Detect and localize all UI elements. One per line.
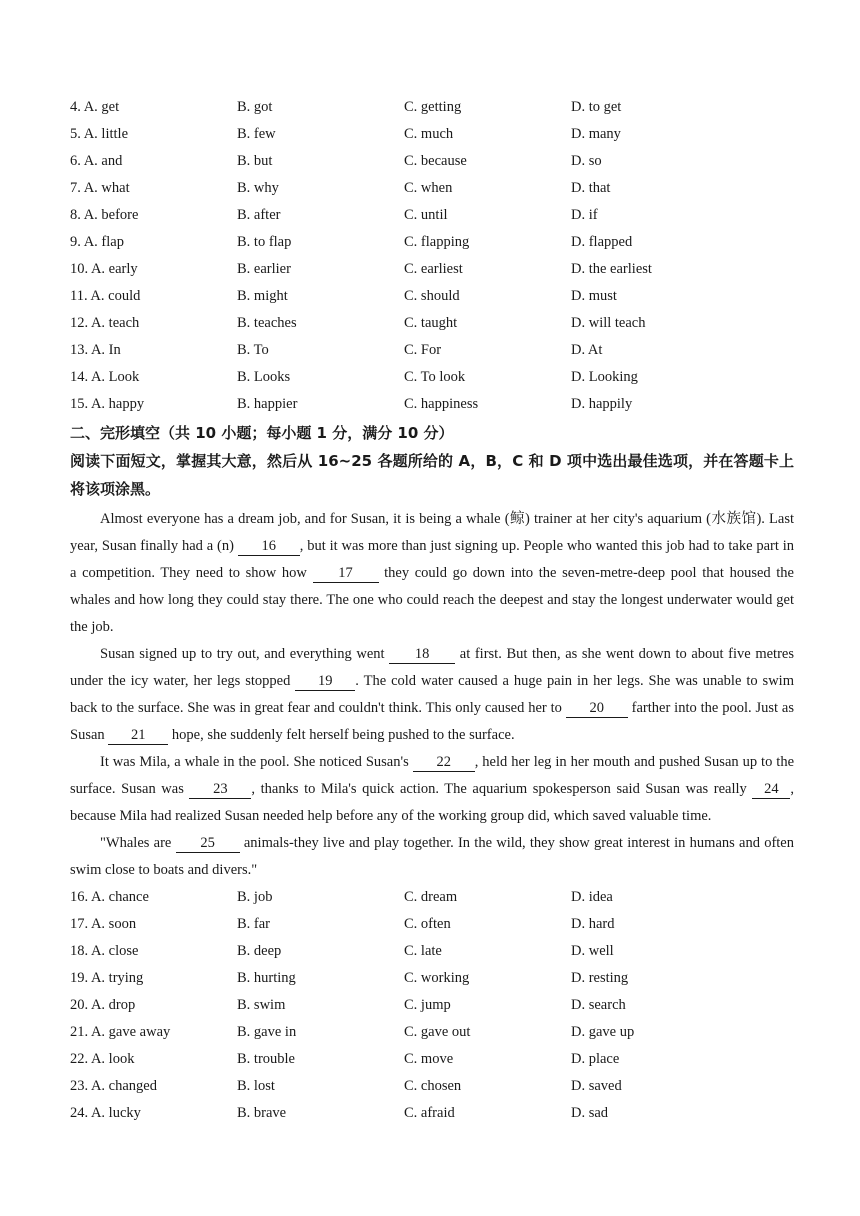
option-b: B. Looks	[237, 369, 291, 385]
passage-paragraph-2: Susan signed up to try out, and everything went 18 at first. But then, as she went down to about five metres under the icy water, her legs stopped 19 . The cold water caused a huge pain in her legs. She was unable to swim back to the surface. She was in great fear and couldn't think. This only caused her to 20 farther into the pool. Just as Susan 21 hope, she suddenly felt herself being pushed to the surface.	[70, 646, 794, 743]
option-d: D. resting	[571, 970, 629, 986]
options-bottom	[70, 884, 794, 1127]
option-c: C. happiness	[404, 396, 479, 412]
option-b: B. far	[237, 916, 271, 932]
option-a: 21. A. gave away	[70, 1024, 171, 1040]
option-c: C. often	[404, 916, 451, 932]
option-b: B. after	[237, 207, 281, 223]
option-a: 4. A. get	[70, 99, 120, 115]
option-row-8	[70, 202, 794, 229]
option-d: D. so	[571, 153, 602, 169]
option-row-4	[70, 94, 794, 121]
blank-18: 18	[389, 645, 455, 664]
option-d: D. well	[571, 943, 614, 959]
option-b: B. hurting	[237, 970, 296, 986]
option-a: 5. A. little	[70, 126, 128, 142]
blank-16: 16	[238, 537, 300, 556]
option-b: B. brave	[237, 1105, 287, 1121]
option-a: 15. A. happy	[70, 396, 145, 412]
blank-21: 21	[108, 726, 168, 745]
option-b: B. gave in	[237, 1024, 297, 1040]
blank-20: 20	[566, 699, 628, 718]
option-b: B. might	[237, 288, 288, 304]
blank-24: 24	[752, 780, 790, 799]
option-b: B. deep	[237, 943, 282, 959]
option-c: C. earliest	[404, 261, 463, 277]
passage-paragraph-1: Almost everyone has a dream job, and for Susan, it is being a whale (鲸) trainer at her city's aquarium (水族馆). Last year, Susan finally had a (n) 16 , but it was more than just signing up. People who wanted this job had to take part in a competition. They need to show how 17 they could go down into the seven-metre-deep pool that housed the whales and how long they could stay there. The one who could reach the deepest and stay the longest underwater would get the job.	[70, 511, 794, 635]
option-c: C. working	[404, 970, 470, 986]
option-d: D. must	[571, 288, 617, 304]
option-d: D. hard	[571, 916, 615, 932]
option-a: 8. A. before	[70, 207, 139, 223]
option-a: 12. A. teach	[70, 315, 140, 331]
option-d: D. the earliest	[571, 261, 652, 277]
option-c: C. taught	[404, 315, 458, 331]
option-d: D. that	[571, 180, 611, 196]
option-b: B. job	[237, 889, 273, 905]
option-d: D. sad	[571, 1105, 609, 1121]
option-row-17	[70, 911, 794, 938]
option-d: D. search	[571, 997, 626, 1013]
option-row-10	[70, 256, 794, 283]
option-a: 13. A. In	[70, 342, 121, 358]
option-row-6	[70, 148, 794, 175]
option-a: 22. A. look	[70, 1051, 135, 1067]
option-a: 17. A. soon	[70, 916, 137, 932]
option-d: D. gave up	[571, 1024, 635, 1040]
option-row-12	[70, 310, 794, 337]
blank-17: 17	[313, 564, 379, 583]
option-d: D. At	[571, 342, 603, 358]
option-row-18	[70, 938, 794, 965]
exam-page	[70, 94, 794, 1127]
option-c: C. gave out	[404, 1024, 471, 1040]
option-row-16	[70, 884, 794, 911]
option-row-13	[70, 337, 794, 364]
option-row-23	[70, 1073, 794, 1100]
option-b: B. earlier	[237, 261, 291, 277]
option-row-5	[70, 121, 794, 148]
option-a: 24. A. lucky	[70, 1105, 141, 1121]
blank-22: 22	[413, 753, 475, 772]
option-row-19	[70, 965, 794, 992]
option-d: D. happily	[571, 396, 633, 412]
option-d: D. to get	[571, 99, 622, 115]
option-a: 19. A. trying	[70, 970, 144, 986]
passage-paragraph-3: It was Mila, a whale in the pool. She noticed Susan's 22 , held her leg in her mouth and pushed Susan up to the surface. Susan was 23 , thanks to Mila's quick action. The aquarium spokesperson said Susan was really 24 , because Mila had realized Susan needed help before any of the working group did, which saved valuable time.	[70, 754, 794, 824]
option-a: 7. A. what	[70, 180, 130, 196]
option-b: B. why	[237, 180, 279, 196]
option-d: D. Looking	[571, 369, 638, 385]
option-b: B. trouble	[237, 1051, 295, 1067]
option-d: D. many	[571, 126, 621, 142]
section-instruction: 阅读下面短文，掌握其大意，然后从 16~25 各题所给的 A，B，C 和 D 项中选出最佳选项，并在答题卡上将该项涂黑。	[70, 452, 794, 498]
option-a: 23. A. changed	[70, 1078, 157, 1094]
option-b: B. happier	[237, 396, 298, 412]
option-d: D. saved	[571, 1078, 622, 1094]
option-a: 6. A. and	[70, 153, 123, 169]
option-row-9	[70, 229, 794, 256]
option-a: 11. A. could	[70, 288, 141, 304]
blank-25: 25	[176, 834, 240, 853]
option-a: 20. A. drop	[70, 997, 136, 1013]
option-b: B. but	[237, 153, 273, 169]
option-d: D. place	[571, 1051, 620, 1067]
option-b: B. To	[237, 342, 269, 358]
option-row-20	[70, 992, 794, 1019]
option-c: C. flapping	[404, 234, 470, 250]
option-row-11	[70, 283, 794, 310]
options-top	[70, 94, 794, 418]
option-c: C. dream	[404, 889, 458, 905]
option-row-14	[70, 364, 794, 391]
option-c: C. jump	[404, 997, 451, 1013]
option-row-15	[70, 391, 794, 418]
option-a: 14. A. Look	[70, 369, 140, 385]
option-a: 9. A. flap	[70, 234, 124, 250]
blank-23: 23	[189, 780, 251, 799]
option-row-24	[70, 1100, 794, 1127]
option-c: C. For	[404, 342, 442, 358]
option-c: C. much	[404, 126, 454, 142]
blank-19: 19	[295, 672, 355, 691]
option-b: B. swim	[237, 997, 286, 1013]
option-row-22	[70, 1046, 794, 1073]
option-d: D. flapped	[571, 234, 633, 250]
option-d: D. if	[571, 207, 598, 223]
option-b: B. few	[237, 126, 276, 142]
option-c: C. should	[404, 288, 460, 304]
option-row-21	[70, 1019, 794, 1046]
option-c: C. because	[404, 153, 467, 169]
option-c: C. To look	[404, 369, 466, 385]
option-d: D. idea	[571, 889, 613, 905]
section-title: 二、完形填空（共 10 小题；每小题 1 分，满分 10 分）	[70, 424, 454, 442]
option-b: B. got	[237, 99, 273, 115]
passage	[70, 506, 794, 884]
option-c: C. afraid	[404, 1105, 455, 1121]
option-a: 18. A. close	[70, 943, 139, 959]
option-row-7	[70, 175, 794, 202]
option-c: C. move	[404, 1051, 454, 1067]
option-c: C. when	[404, 180, 453, 196]
option-d: D. will teach	[571, 315, 646, 331]
option-c: C. chosen	[404, 1078, 462, 1094]
passage-paragraph-4: "Whales are 25 animals-they live and play together. In the wild, they show great interest in humans and often swim close to boats and divers."	[70, 835, 794, 878]
option-b: B. to flap	[237, 234, 292, 250]
option-c: C. getting	[404, 99, 462, 115]
option-b: B. teaches	[237, 315, 297, 331]
option-a: 16. A. chance	[70, 889, 149, 905]
option-b: B. lost	[237, 1078, 275, 1094]
option-a: 10. A. early	[70, 261, 138, 277]
option-c: C. late	[404, 943, 442, 959]
option-c: C. until	[404, 207, 448, 223]
